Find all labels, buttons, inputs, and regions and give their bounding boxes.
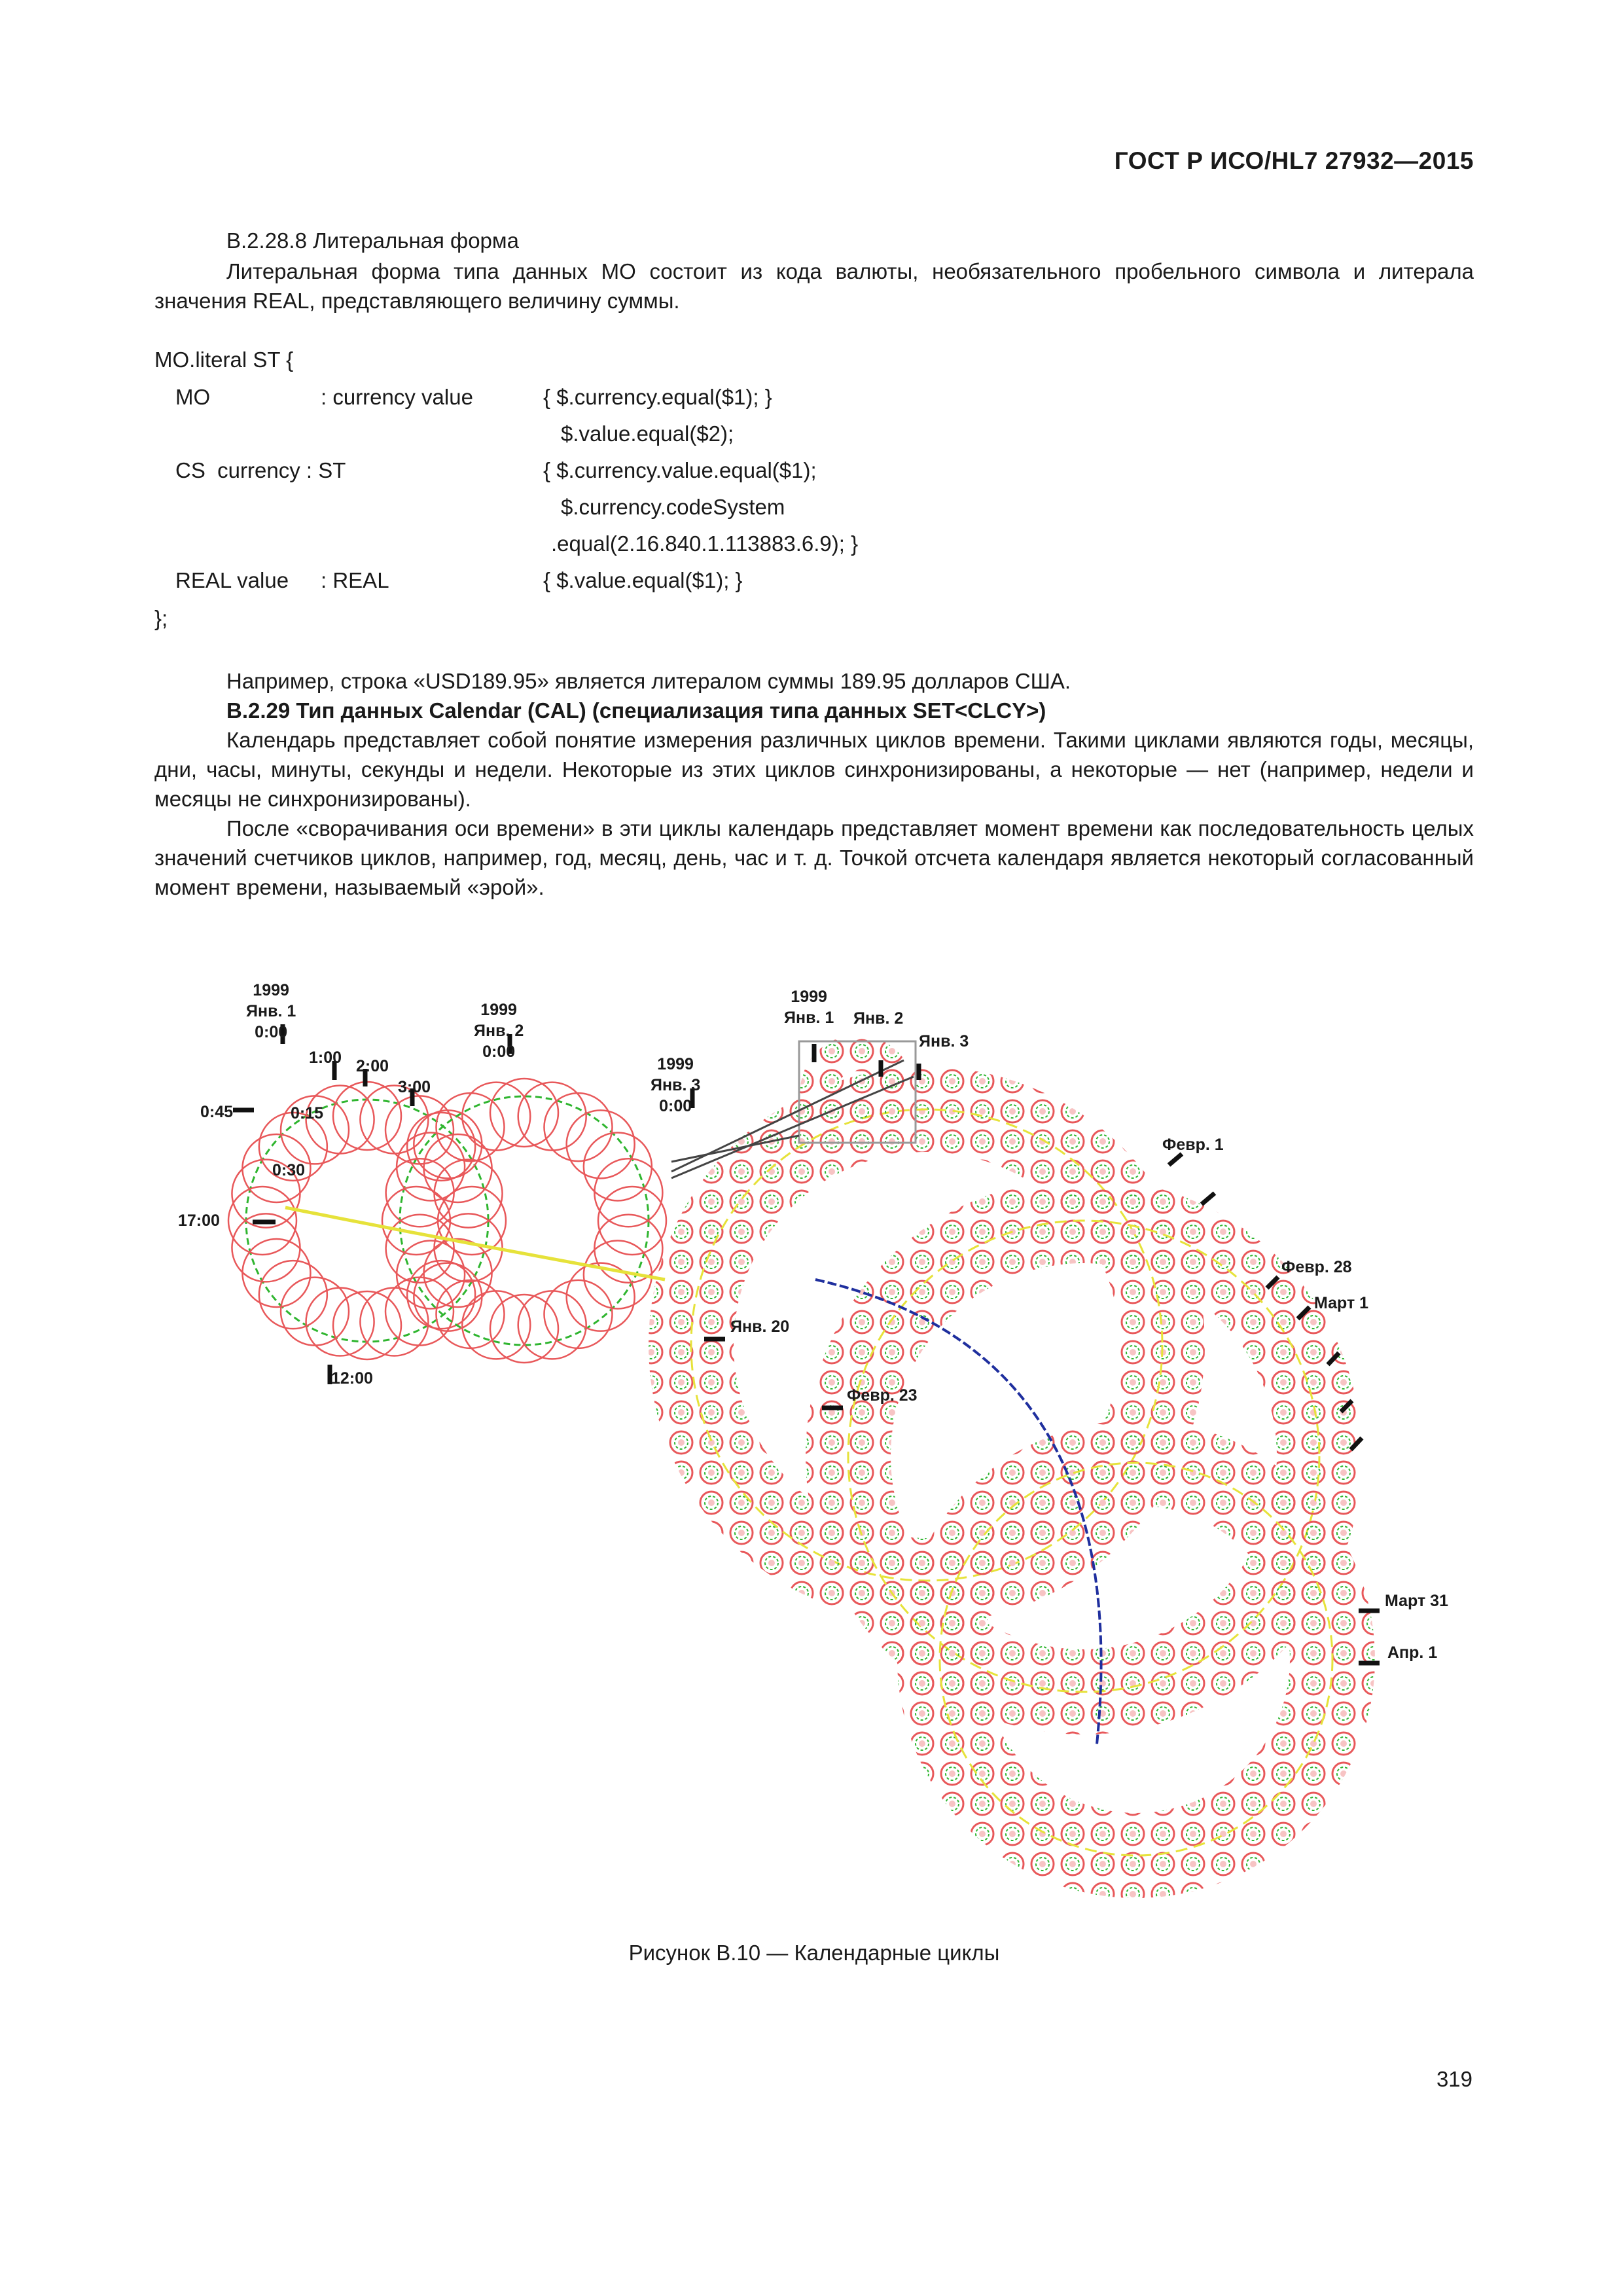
label-0-15: 0:15 bbox=[291, 1104, 324, 1122]
tick-mark bbox=[1202, 1193, 1215, 1204]
hour-loop bbox=[414, 1110, 482, 1178]
hour-loop bbox=[259, 1261, 327, 1329]
code-line-2-type: : currency value bbox=[321, 385, 473, 409]
section-2-28-8-text: Литеральная форма типа данных МО состоит из кода валюты, необязательного пробельного символа и литерала значения REAL, представляющего величину суммы. bbox=[154, 259, 1474, 313]
hour-loop bbox=[281, 1278, 349, 1346]
label-0-30: 0:30 bbox=[272, 1161, 306, 1179]
label-3-00: 3:00 bbox=[398, 1078, 431, 1096]
label-1999-jan-2-0-00: 1999 Янв. 2 0:00 bbox=[474, 1001, 524, 1061]
month-cycle-tori bbox=[691, 1053, 1332, 1856]
code-line-5-expr: $.currency.codeSystem bbox=[561, 495, 785, 519]
label-1999-jan-1-0-00: 1999 Янв. 1 0:00 bbox=[246, 981, 296, 1041]
day-loop-1 bbox=[246, 1100, 488, 1342]
code-line-8: }; bbox=[154, 606, 168, 630]
label-apr-1: Апр. 1 bbox=[1387, 1643, 1438, 1662]
code-line-7-field: REAL value bbox=[175, 568, 289, 592]
code-line-4-expr: { $.currency.value.equal($1); bbox=[543, 458, 817, 482]
label-mar-1: Март 1 bbox=[1314, 1294, 1369, 1312]
example-text: Например, строка «USD189.95» является литералом суммы 189.95 долларов США. bbox=[226, 669, 1071, 693]
document-header: ГОСТ Р ИСО/HL7 27932—2015 bbox=[1114, 147, 1474, 174]
label-zoom-jan-2: Янв. 2 bbox=[853, 1009, 904, 1028]
code-line-7-type: : REAL bbox=[321, 568, 389, 592]
hour-loop bbox=[414, 1263, 482, 1331]
label-2-00: 2:00 bbox=[356, 1057, 389, 1075]
label-zoom-jan-3: Янв. 3 bbox=[919, 1032, 969, 1050]
code-line-1: MO.literal ST { bbox=[154, 348, 294, 372]
section-title-2-29: В.2.29 Тип данных Calendar (CAL) (специализация типа данных SET<CLCY>) bbox=[226, 698, 1046, 723]
code-line-3-expr: $.value.equal($2); bbox=[561, 422, 734, 446]
section-2-29-paragraph-1: Календарь представляет собой понятие измерения различных циклов времени. Такими циклами являются годы, месяцы, дни, часы, минуты, секунды и недели. Некоторые из этих циклов синхронизированы, а некоторые — нет (например, недели и месяцы не синхронизированы). bbox=[154, 728, 1474, 811]
label-mar-31: Март 31 bbox=[1385, 1592, 1448, 1610]
label-17-00: 17:00 bbox=[178, 1211, 220, 1230]
label-0-45: 0:45 bbox=[200, 1103, 234, 1121]
label-feb-1: Февр. 1 bbox=[1162, 1136, 1224, 1154]
calendar-cycles-figure bbox=[154, 946, 1474, 1928]
code-line-2-expr: { $.currency.equal($1); } bbox=[543, 385, 772, 409]
calendar-cycles-diagram bbox=[154, 946, 1474, 1928]
tick-mark bbox=[1169, 1154, 1182, 1165]
label-12-00: 12:00 bbox=[331, 1369, 373, 1388]
code-line-2-field: MO bbox=[175, 385, 211, 409]
section-2-29-paragraph-2: После «сворачивания оси времени» в эти циклы календарь представляет момент времени как последовательность целых значений счетчиков циклов, например, год, месяц, день, час и т. д. Точкой отсчета календаря является некоторый согласованный момент времени, называемый «эрой». bbox=[154, 816, 1474, 899]
label-jan-20: Янв. 20 bbox=[730, 1318, 790, 1336]
label-feb-28: Февр. 28 bbox=[1281, 1258, 1352, 1276]
hour-loop bbox=[567, 1110, 635, 1178]
code-line-7-expr: { $.value.equal($1); } bbox=[543, 568, 743, 592]
code-line-4-field: CS currency : ST bbox=[175, 458, 346, 482]
label-1-00: 1:00 bbox=[309, 1049, 342, 1067]
label-1999-jan-3-0-00: 1999 Янв. 3 0:00 bbox=[651, 1055, 701, 1115]
section-title-2-28-8: В.2.28.8 Литеральная форма bbox=[226, 228, 519, 253]
figure-caption: Рисунок В.10 — Календарные циклы bbox=[628, 1941, 1000, 1965]
page-number: 319 bbox=[1436, 2067, 1472, 2091]
label-feb-23: Февр. 23 bbox=[847, 1386, 918, 1405]
code-line-6-expr: .equal(2.16.840.1.113883.6.9); } bbox=[551, 531, 859, 556]
label-zoom-1999-jan-1: 1999 Янв. 1 bbox=[784, 988, 834, 1027]
